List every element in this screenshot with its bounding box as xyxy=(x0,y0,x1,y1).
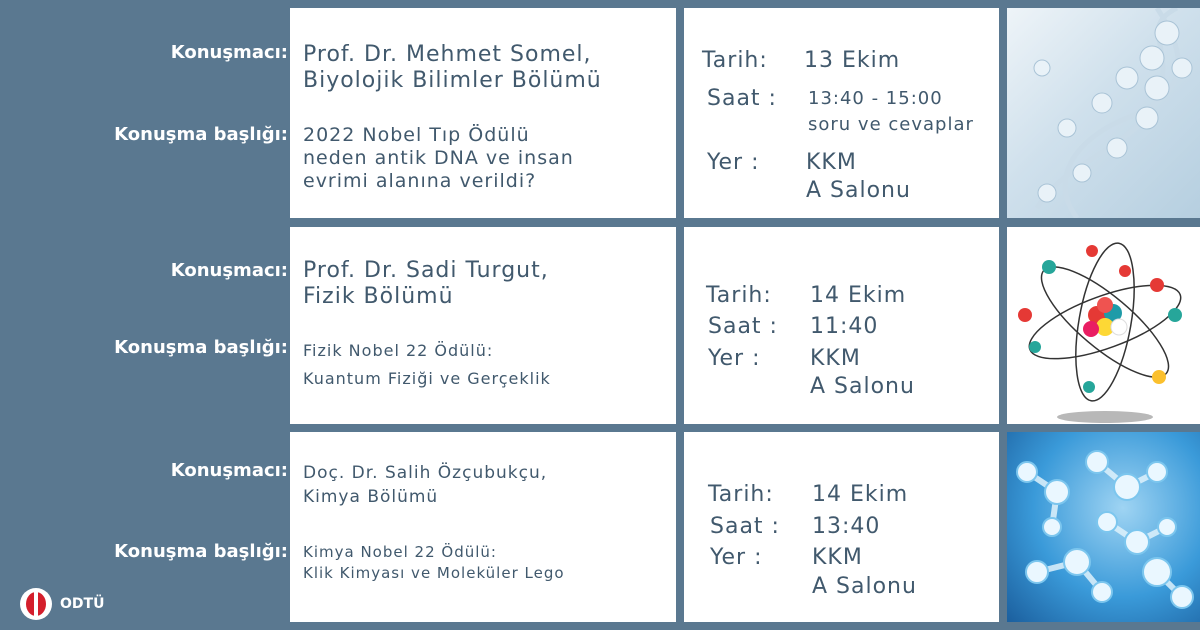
time-note: soru ve cevaplar xyxy=(808,114,974,135)
date-label: Tarih: xyxy=(706,283,772,308)
time-label: Saat : xyxy=(708,314,778,339)
place-label: Yer : xyxy=(707,150,760,175)
dna-helix-image xyxy=(1007,8,1200,218)
odtu-logo xyxy=(20,588,104,620)
place-label: Yer : xyxy=(710,545,763,570)
time-label: Saat : xyxy=(707,86,777,111)
talk-title-label: Konuşma başlığı: xyxy=(114,541,288,562)
date-label: Tarih: xyxy=(708,482,774,507)
speaker-name: Prof. Dr. Mehmet Somel, Biyolojik Bilimler Bölümü xyxy=(303,42,602,93)
time-value: 11:40 xyxy=(810,314,879,339)
speaker-label: Konuşmacı: xyxy=(170,42,288,63)
place-value: KKM xyxy=(810,346,861,371)
time-value: 13:40 xyxy=(812,514,881,539)
time-value: 13:40 - 15:00 xyxy=(808,88,943,109)
speaker-label: Konuşmacı: xyxy=(170,460,288,481)
date-value: 14 Ekim xyxy=(812,482,909,507)
date-value: 13 Ekim xyxy=(804,48,901,73)
talk-panel xyxy=(290,227,676,424)
logo-text: ODTÜ xyxy=(60,596,105,612)
place-label: Yer : xyxy=(708,346,761,371)
atom-model-image xyxy=(1007,227,1200,424)
talk-title: 2022 Nobel Tıp Ödülü neden antik DNA ve insan evrimi alanına verildi? xyxy=(303,124,574,192)
place-value-2: A Salonu xyxy=(810,374,915,399)
talk-title-label: Konuşma başlığı: xyxy=(114,124,288,145)
talk-title-line-2: Kuantum Fiziği ve Gerçeklik xyxy=(303,369,551,388)
odtu-logo-icon xyxy=(20,588,52,620)
place-value-2: A Salonu xyxy=(812,574,917,599)
molecule-image xyxy=(1007,432,1200,622)
talk-title: Kimya Nobel 22 Ödülü: Klik Kimyası ve Moleküler Lego xyxy=(303,543,565,582)
date-label: Tarih: xyxy=(702,48,768,73)
speaker-name: Prof. Dr. Sadi Turgut, Fizik Bölümü xyxy=(303,258,549,309)
place-value: KKM xyxy=(812,545,863,570)
place-value: KKM xyxy=(806,150,857,175)
time-label: Saat : xyxy=(710,514,780,539)
speaker-label: Konuşmacı: xyxy=(170,260,288,281)
date-value: 14 Ekim xyxy=(810,283,907,308)
talk-title-line-1: Fizik Nobel 22 Ödülü: xyxy=(303,341,494,360)
speaker-name: Doç. Dr. Salih Özçubukçu, Kimya Bölümü xyxy=(303,463,548,507)
place-value-2: A Salonu xyxy=(806,178,911,203)
talk-title-label: Konuşma başlığı: xyxy=(114,337,288,358)
